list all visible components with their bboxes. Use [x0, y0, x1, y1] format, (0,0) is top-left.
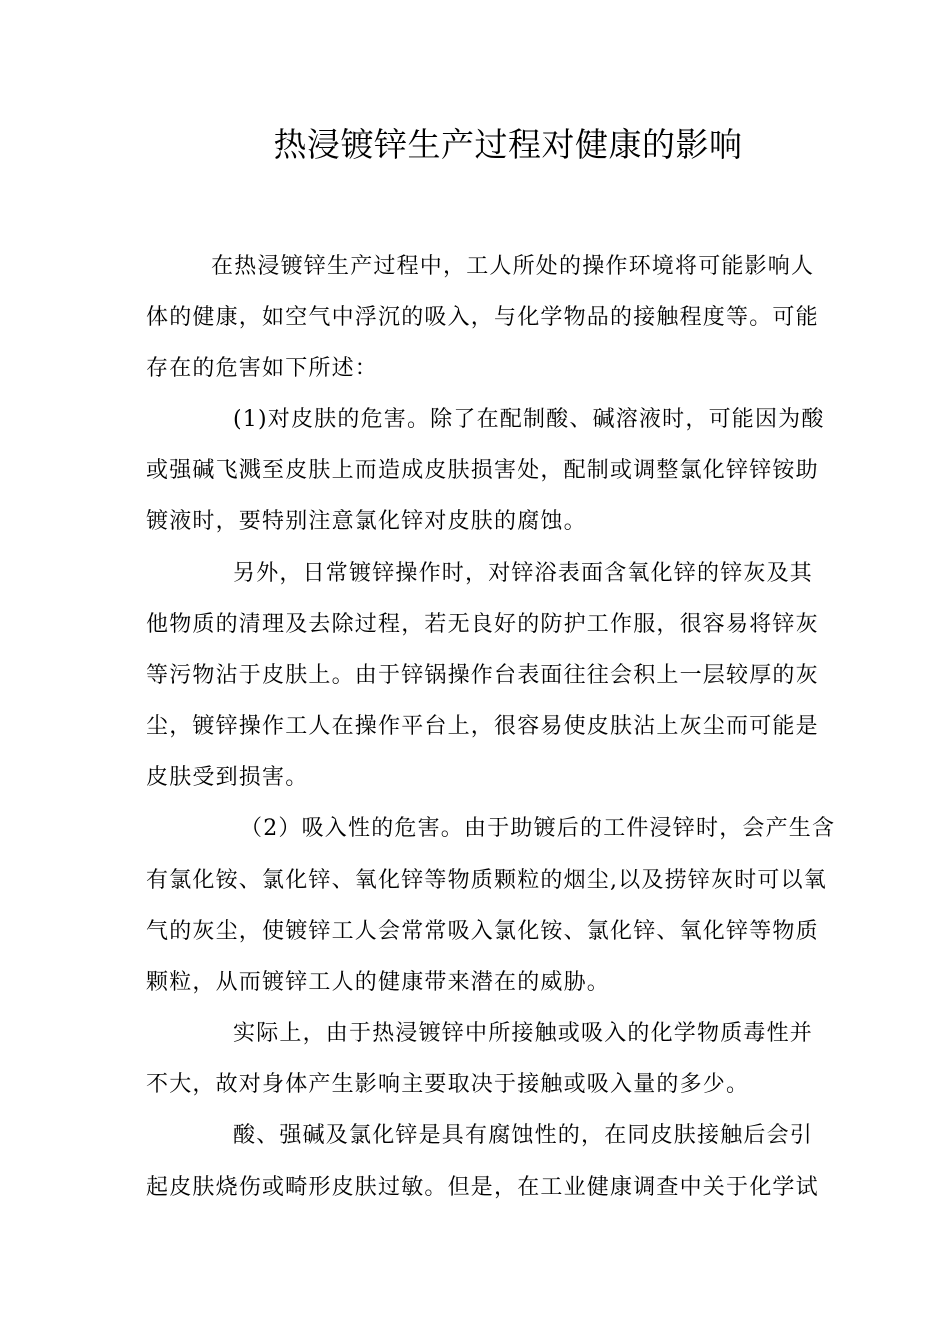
paragraph-line: 酸、强碱及氯化锌是具有腐蚀性的，在同皮肤接触后会引	[233, 1123, 814, 1148]
paragraph-line: 不大，故对身体产生影响主要取决于接触或吸入量的多少。	[146, 1072, 750, 1097]
paragraph-line: 气的灰尘，使镀锌工人会常常吸入氯化铵、氯化锌、氧化锌等物质	[146, 919, 819, 944]
paragraph-line: 体的健康，如空气中浮沉的吸入，与化学物品的接触程度等。可能	[146, 305, 819, 330]
paragraph-line: 存在的危害如下所述：	[146, 356, 379, 381]
paragraph-line: 皮肤受到损害。	[146, 765, 309, 790]
paragraph-line: 镀液时，要特别注意氯化锌对皮肤的腐蚀。	[146, 509, 587, 534]
paragraph-line: （2）吸入性的危害。由于助镀后的工件浸锌时，会产生含	[240, 816, 836, 841]
paragraph-line: 有氯化铵、氯化锌、氧化锌等物质颗粒的烟尘,以及捞锌灰时可以氧	[146, 868, 827, 893]
paragraph-line: 他物质的清理及去除过程，若无良好的防护工作服，很容易将锌灰	[146, 612, 819, 637]
document-title: 热浸镀锌生产过程对健康的影响	[273, 125, 743, 164]
paragraph-line: 在热浸镀锌生产过程中，工人所处的操作环境将可能影响人	[211, 254, 815, 279]
paragraph-line: (1)对皮肤的危害。除了在配制酸、碱溶液时，可能因为酸	[233, 407, 825, 432]
paragraph-line: 等污物沾于皮肤上。由于锌锅操作台表面往往会积上一层较厚的灰	[146, 663, 819, 688]
paragraph-line: 尘，镀锌操作工人在操作平台上，很容易使皮肤沾上灰尘而可能是	[146, 714, 819, 739]
paragraph-line: 颗粒，从而镀锌工人的健康带来潜在的威胁。	[146, 970, 611, 995]
paragraph-line: 实际上，由于热浸镀锌中所接触或吸入的化学物质毒性并	[233, 1021, 814, 1046]
paragraph-line: 起皮肤烧伤或畸形皮肤过敏。但是，在工业健康调查中关于化学试	[146, 1175, 819, 1200]
paragraph-line: 或强碱飞溅至皮肤上而造成皮肤损害处，配制或调整氯化锌锌铵助	[146, 458, 819, 483]
paragraph-line: 另外，日常镀锌操作时，对锌浴表面含氧化锌的锌灰及其	[233, 561, 814, 586]
